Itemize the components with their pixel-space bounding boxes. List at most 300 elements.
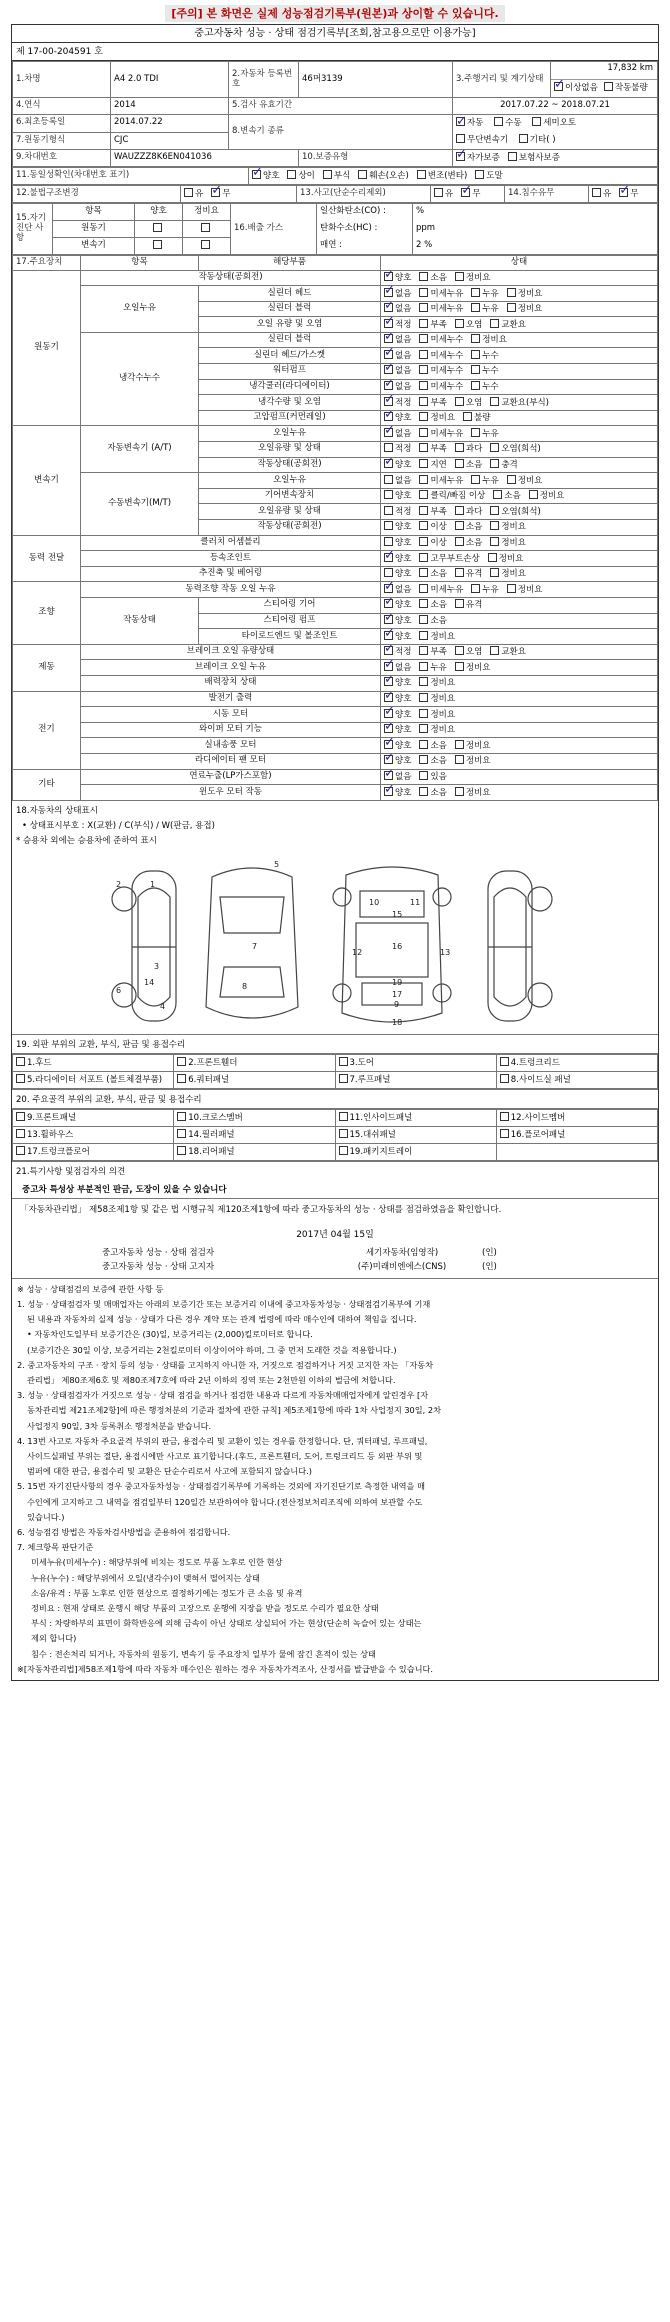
state-option: 양호 bbox=[395, 522, 412, 533]
checkbox-icon bbox=[592, 188, 601, 197]
state-option: 정비요 bbox=[517, 288, 543, 299]
inspection-state bbox=[381, 675, 658, 691]
reg-no-value: 46머3139 bbox=[299, 62, 453, 98]
checkbox-icon bbox=[384, 288, 393, 297]
inspection-subgroup: 수동변속기(M/T) bbox=[81, 473, 199, 535]
checkbox-icon bbox=[490, 537, 499, 546]
state-option: 고무부트손상 bbox=[430, 553, 480, 564]
inspector-row bbox=[12, 1244, 658, 1258]
emission-smoke-value: 2 % bbox=[413, 238, 658, 255]
diagram-part-number: 12 bbox=[352, 947, 363, 957]
warranty-options bbox=[453, 150, 658, 167]
state-option: 양호 bbox=[395, 709, 412, 720]
inspection-part: 연료누출(LP가스포함) bbox=[81, 769, 381, 785]
emission-label: 16.배출 가스 bbox=[231, 204, 317, 255]
car-outline-diagram bbox=[12, 857, 658, 1033]
inspection-state bbox=[381, 317, 658, 333]
note-line: (보증기간은 30일 이상, 보증거리는 2천킬로미터 이상이어야 하며, 그 중 먼저 도래한 것을 적용합니다.) bbox=[27, 1344, 397, 1355]
mileage-label: 3.주행거리 및 계기상태 bbox=[453, 62, 551, 98]
checkbox-icon bbox=[177, 1129, 186, 1138]
checkbox-icon bbox=[455, 755, 464, 764]
state-option: 정비요 bbox=[501, 522, 526, 533]
checkbox-icon bbox=[419, 365, 428, 374]
note-line: 6. 성능점검 방법은 자동차검사방법을 준용하여 점검합니다. bbox=[17, 1526, 231, 1537]
checkbox-icon bbox=[419, 740, 428, 749]
checkbox-icon bbox=[507, 584, 516, 593]
emission-co-value: % bbox=[413, 204, 658, 221]
inspection-state bbox=[381, 332, 658, 348]
checkbox-icon bbox=[419, 646, 428, 655]
state-option: 없음 bbox=[395, 288, 412, 299]
inspection-row bbox=[13, 270, 658, 286]
flood-opt-yes: 유 bbox=[603, 189, 612, 200]
checkbox-icon bbox=[419, 443, 428, 452]
checkbox-icon bbox=[153, 240, 162, 249]
checkbox-icon bbox=[339, 1074, 348, 1083]
checkbox-icon bbox=[16, 1112, 25, 1121]
state-option: 적정 bbox=[395, 397, 412, 408]
state-option: 정비요 bbox=[517, 475, 543, 486]
checkbox-icon bbox=[419, 615, 428, 624]
confirm-date: 2017년 04월 15일 bbox=[296, 1229, 374, 1240]
diagram-part-number: 15 bbox=[392, 909, 403, 919]
panel-item-label: 7.루프패널 bbox=[349, 1074, 391, 1085]
checkbox-icon bbox=[419, 537, 428, 546]
trans-opt-cvt: 무단변속기 bbox=[467, 135, 509, 145]
checkbox-icon bbox=[384, 709, 393, 718]
diagram-part-number: 18 bbox=[392, 1017, 403, 1027]
checkbox-icon bbox=[384, 537, 393, 546]
inspection-state bbox=[381, 457, 658, 473]
inspection-part: 기어변속장치 bbox=[199, 488, 381, 504]
valid-label: 5.검사 유효기간 bbox=[229, 98, 453, 115]
state-option: 소음 bbox=[465, 538, 483, 548]
accident-opt-yes: 유 bbox=[445, 189, 454, 200]
identity-table bbox=[12, 167, 658, 185]
warranty-opt-insurer: 보험사보증 bbox=[518, 153, 560, 164]
inspection-part: 오일누유 bbox=[199, 473, 381, 489]
inspection-state bbox=[381, 442, 658, 458]
checkbox-icon bbox=[384, 740, 393, 749]
diagram-part-number: 17 bbox=[392, 989, 403, 999]
checkbox-icon bbox=[456, 134, 465, 143]
inspection-group: 조향 bbox=[13, 582, 81, 644]
valid-value: 2017.07.22 ~ 2018.07.21 bbox=[453, 98, 658, 115]
inspection-part: 타이로드엔드 및 볼조인트 bbox=[199, 629, 381, 645]
panel-item-label: 18.리어패널 bbox=[188, 1146, 235, 1157]
state-option: 없음 bbox=[395, 662, 412, 673]
trans-opt-etc: 기타( ) bbox=[529, 135, 556, 145]
checkbox-icon bbox=[490, 506, 499, 515]
note-line: 제외 합니다) bbox=[31, 1633, 77, 1644]
checkbox-icon bbox=[455, 740, 464, 749]
checkbox-icon bbox=[384, 443, 393, 452]
panel-item-label: 9.프론트패널 bbox=[27, 1112, 77, 1123]
state-option: 오염(희석) bbox=[501, 444, 541, 455]
state-option: 오염 bbox=[465, 319, 483, 330]
engine-label: 7.원동기형식 bbox=[13, 132, 111, 150]
diag-header-good: 양호 bbox=[135, 204, 183, 221]
inspection-row bbox=[13, 597, 658, 613]
diagram-part-number: 9 bbox=[394, 999, 400, 1009]
checkbox-icon bbox=[184, 188, 193, 197]
checkbox-icon bbox=[419, 662, 428, 671]
warranty-notes bbox=[12, 1279, 658, 1680]
warranty-opt-self: 자가보증 bbox=[467, 153, 500, 164]
checkbox-icon bbox=[455, 319, 464, 328]
inspection-part: 실린더 헤드/가스켓 bbox=[199, 348, 381, 364]
note-line: ※[자동차관리법]제58조제1항에 따라 자동차 매수인은 원하는 경우 자동차가격조사, 산정서를 발급받을 수 있습니다. bbox=[17, 1663, 434, 1674]
emission-smoke-label: 매연 : bbox=[317, 238, 413, 255]
inspection-row bbox=[13, 769, 658, 785]
state-option: 없음 bbox=[395, 382, 412, 393]
state-option: 양호 bbox=[395, 787, 412, 798]
mileage-value: 17,832 km bbox=[551, 62, 657, 80]
checkbox-icon bbox=[358, 170, 367, 179]
diagram-part-number: 3 bbox=[154, 961, 160, 971]
checkbox-icon bbox=[507, 475, 516, 484]
inspector-name: 세기자동차(임영작) bbox=[365, 1247, 439, 1258]
panel-item bbox=[335, 1109, 496, 1126]
record-sheet bbox=[11, 24, 659, 1681]
state-option: 양호 bbox=[395, 553, 412, 564]
inspection-part: 발전기 출력 bbox=[81, 691, 381, 707]
inspection-part: 시동 모터 bbox=[81, 707, 381, 723]
note-line: 동차관리법 제21조제2항]에 따른 행정처분의 기준과 절차에 관한 규칙] 제5조제1항에 따라 1차 사업정지 30일, 2차 bbox=[27, 1405, 441, 1416]
checkbox-icon bbox=[475, 170, 484, 179]
checkbox-icon bbox=[493, 490, 502, 499]
state-option: 정비요 bbox=[501, 538, 526, 548]
diag-item-trans: 변속기 bbox=[53, 238, 135, 255]
inspection-part: 실린더 블럭 bbox=[199, 332, 381, 348]
checkbox-icon bbox=[494, 117, 503, 126]
inspection-row bbox=[13, 473, 658, 489]
state-option: 정비요 bbox=[465, 787, 491, 798]
identity-options bbox=[249, 168, 658, 185]
diag-engine-good bbox=[135, 221, 183, 238]
checkbox-icon bbox=[384, 615, 393, 624]
state-option: 소음 bbox=[465, 522, 483, 533]
inspection-subgroup: 자동변속기 (A/T) bbox=[81, 426, 199, 473]
document-number: 제 17-00-204591 호 bbox=[12, 43, 658, 61]
state-option: 유격 bbox=[465, 600, 483, 611]
state-option: 양호 bbox=[395, 615, 412, 626]
state-option: 교환요 bbox=[501, 319, 526, 330]
checkbox-icon bbox=[323, 170, 332, 179]
frame-parts-table bbox=[12, 1109, 658, 1161]
note-line: 부식 : 차량하부의 표면이 화학반응에 의해 금속이 아닌 상태로 상실되어 가는 현상(단순히 녹슬어 있는 상태는 bbox=[31, 1618, 422, 1629]
inspection-row bbox=[13, 660, 658, 676]
checkbox-icon bbox=[339, 1129, 348, 1138]
checkbox-icon bbox=[490, 568, 499, 577]
state-option: 정비요 bbox=[430, 413, 456, 424]
inspection-group: 원동기 bbox=[13, 270, 81, 426]
diag-label: 15.자기 진단 사항 bbox=[13, 204, 53, 255]
note-line: 정비요 : 현재 상태로 운행시 해당 부품의 고장으로 운행에 지장을 받을 정도로 수리가 필요한 상태 bbox=[31, 1602, 379, 1613]
inspection-state bbox=[381, 629, 658, 645]
state-option: 누수 bbox=[482, 366, 499, 377]
checkbox-icon bbox=[384, 303, 393, 312]
checkbox-icon bbox=[384, 693, 393, 702]
note-line: 사업정지 90일, 3차 등록취소 행정처분을 받습니다. bbox=[27, 1420, 212, 1431]
state-option: 정비요 bbox=[430, 693, 456, 704]
inspection-state bbox=[381, 301, 658, 317]
panel-item bbox=[496, 1054, 657, 1071]
checkbox-icon bbox=[384, 787, 393, 796]
diagram-part-number: 19 bbox=[392, 977, 403, 987]
note-line: 수인에게 고지하고 그 내역을 점검일부터 120일간 보관하여야 합니다.(전산정보처리조직에 의하여 보관할 수도 bbox=[27, 1496, 423, 1507]
trans-opt-semi: 세미오토 bbox=[543, 118, 577, 128]
panel-item bbox=[174, 1143, 335, 1160]
checkbox-icon bbox=[419, 599, 428, 608]
inspection-part: 추진축 및 베어링 bbox=[81, 566, 381, 582]
notifier-name: (주)미래비엔에스(CNS) bbox=[357, 1261, 447, 1272]
state-option: 이상 bbox=[430, 538, 447, 548]
checkbox-icon bbox=[490, 319, 499, 328]
notifier-row bbox=[12, 1258, 658, 1278]
state-option: 소음 bbox=[430, 787, 447, 798]
panel-item bbox=[496, 1071, 657, 1088]
accident-label: 13.사고(단순수리제외) bbox=[297, 186, 431, 203]
mileage-opt-normal: 이상없음 bbox=[565, 83, 598, 93]
state-option: 양호 bbox=[395, 569, 412, 580]
checkbox-icon bbox=[471, 365, 480, 374]
inspection-state bbox=[381, 691, 658, 707]
trans-options bbox=[453, 115, 658, 150]
note-line: 침수 : 전손처리 되거나, 자동차의 원동기, 변속기 등 주요장치 일부가 물에 잠긴 흔적이 있는 상태 bbox=[31, 1648, 376, 1659]
first-reg-label: 6.최초등록일 bbox=[13, 115, 111, 133]
inspection-subgroup: 오일누유 bbox=[81, 286, 199, 333]
checkbox-icon bbox=[384, 381, 393, 390]
panel-item-label: 8.사이드실 패널 bbox=[510, 1074, 571, 1085]
state-option: 미세누유 bbox=[430, 475, 464, 486]
diagram-part-number: 2 bbox=[116, 879, 122, 889]
state-option: 양호 bbox=[395, 538, 412, 548]
checkbox-icon bbox=[384, 350, 393, 359]
checkbox-icon bbox=[419, 631, 428, 640]
car-side-left bbox=[112, 871, 176, 1021]
state-option: 오염(희석) bbox=[501, 506, 541, 517]
identity-option: 훼손(오손) bbox=[369, 171, 409, 182]
checkbox-icon bbox=[419, 771, 428, 780]
checkbox-icon bbox=[455, 568, 464, 577]
checkbox-icon bbox=[384, 662, 393, 671]
inspection-part: 실린더 헤드 bbox=[199, 286, 381, 302]
state-option: 미세누유 bbox=[430, 288, 464, 299]
state-option: 부족 bbox=[430, 506, 447, 517]
inspection-part: 냉각수량 및 오염 bbox=[199, 395, 381, 411]
state-option: 소음 bbox=[430, 756, 447, 767]
notifier-seal: (인) bbox=[482, 1261, 497, 1272]
state-option: 소음 bbox=[430, 600, 447, 611]
accident-options bbox=[431, 186, 505, 203]
state-option: 정비요 bbox=[501, 569, 526, 580]
diagram-part-number: 14 bbox=[144, 977, 155, 987]
note-line: 2. 중고자동차의 구조 · 장치 등의 성능 · 상태를 고지하지 아니한 자, 거짓으로 점검하거나 거짓 고지한 자는 「자동차 bbox=[17, 1359, 434, 1370]
panel-item-label: 11.인사이드패널 bbox=[349, 1112, 413, 1123]
inspection-state bbox=[381, 395, 658, 411]
checkbox-icon bbox=[419, 755, 428, 764]
inspection-part: 와이퍼 모터 기능 bbox=[81, 722, 381, 738]
state-option: 양호 bbox=[395, 460, 412, 471]
checkbox-icon bbox=[384, 334, 393, 343]
checkbox-icon bbox=[177, 1146, 186, 1155]
checkbox-icon bbox=[419, 334, 428, 343]
inspection-part: 오일유량 및 상태 bbox=[199, 504, 381, 520]
inspection-row bbox=[13, 535, 658, 551]
state-option: 정비요 bbox=[539, 491, 565, 502]
panel-item-label: 15.대쉬패널 bbox=[349, 1129, 396, 1140]
checkbox-icon bbox=[488, 553, 497, 562]
engine-value: CJC bbox=[111, 132, 229, 150]
inspection-part: 클러치 어셈블리 bbox=[81, 535, 381, 551]
panel-item bbox=[335, 1143, 496, 1160]
inspection-row bbox=[13, 707, 658, 723]
inspection-part: 작동상태(공회전) bbox=[81, 270, 381, 286]
panel-item-label: 5.라디에이터 서포트 (볼트체결부품) bbox=[27, 1074, 163, 1085]
checkbox-icon bbox=[419, 506, 428, 515]
inspection-row bbox=[13, 551, 658, 567]
checkbox-icon bbox=[490, 646, 499, 655]
inspection-row bbox=[13, 332, 658, 348]
checkbox-icon bbox=[201, 223, 210, 232]
checkbox-icon bbox=[455, 599, 464, 608]
trans-opt-auto: 자동 bbox=[467, 118, 484, 128]
inspection-part: 오일유량 및 상태 bbox=[199, 442, 381, 458]
state-option: 미세누유 bbox=[430, 304, 464, 315]
inspection-state bbox=[381, 270, 658, 286]
diag-trans-repair bbox=[183, 238, 231, 255]
opinion-text: 중고차 특성상 부분적인 판금, 도장이 있을 수 있습니다 bbox=[12, 1180, 658, 1199]
panel-item bbox=[13, 1143, 174, 1160]
state-option: 양호 bbox=[395, 725, 412, 736]
state-option: 누유 bbox=[482, 475, 499, 486]
checkbox-icon bbox=[508, 152, 517, 161]
inspection-part: 오일누유 bbox=[199, 426, 381, 442]
inspection-state bbox=[381, 364, 658, 380]
checkbox-icon bbox=[419, 584, 428, 593]
checkbox-icon bbox=[384, 631, 393, 640]
state-option: 불량 bbox=[474, 413, 491, 424]
checkbox-icon bbox=[384, 428, 393, 437]
state-option: 정비요 bbox=[498, 553, 524, 564]
panel-item bbox=[13, 1109, 174, 1126]
inspection-part: 배력장치 상태 bbox=[81, 675, 381, 691]
panel-item bbox=[174, 1126, 335, 1143]
inspection-row bbox=[13, 426, 658, 442]
inspection-row bbox=[13, 644, 658, 660]
inspector-label: 중고자동차 성능 · 상태 점검자 bbox=[102, 1247, 215, 1258]
state-option: 적정 bbox=[395, 647, 412, 658]
checkbox-icon bbox=[604, 82, 613, 91]
state-option: 부족 bbox=[430, 397, 447, 408]
inspection-state bbox=[381, 613, 658, 629]
state-option: 누유 bbox=[482, 304, 499, 315]
diagram-part-number: 16 bbox=[392, 941, 403, 951]
car-side-right bbox=[488, 871, 552, 1021]
checkbox-icon bbox=[384, 646, 393, 655]
checkbox-icon bbox=[471, 475, 480, 484]
state-option: 누유 bbox=[482, 584, 499, 595]
panel-item-label: 3.도어 bbox=[349, 1057, 375, 1068]
state-option: 양호 bbox=[395, 756, 412, 767]
panel-item-label: 14.필러패널 bbox=[188, 1129, 235, 1140]
note-line: 소음/유격 : 부품 노후로 인한 현상으로 결정하기에는 정도가 큰 소음 및 유격 bbox=[31, 1587, 303, 1598]
checkbox-icon bbox=[500, 1112, 509, 1121]
inspection-row bbox=[13, 738, 658, 754]
note-line: 7. 체크항목 판단기준 bbox=[17, 1542, 94, 1553]
inspection-state bbox=[381, 566, 658, 582]
illegal-mod-options bbox=[181, 186, 297, 203]
checkbox-icon bbox=[419, 490, 428, 499]
checkbox-icon bbox=[455, 662, 464, 671]
panel-item bbox=[335, 1126, 496, 1143]
notice-banner bbox=[0, 0, 670, 24]
inspection-state bbox=[381, 379, 658, 395]
inspection-group: 변속기 bbox=[13, 426, 81, 535]
state-option: 소음 bbox=[430, 272, 447, 283]
main-header-part: 해당부품 bbox=[199, 256, 381, 271]
note-line: 5. 15번 자기진단사항의 경우 중고자동차성능 · 상태점검기록부에 기록하는 것외에 자기진단기로 측정한 내역을 매 bbox=[17, 1481, 425, 1492]
state-option: 누수 bbox=[482, 350, 499, 361]
state-option: 적정 bbox=[395, 319, 412, 330]
checkbox-icon bbox=[339, 1112, 348, 1121]
state-option: 없음 bbox=[395, 350, 412, 361]
state-option: 정비요 bbox=[465, 662, 491, 673]
note-line: 있습니다.) bbox=[27, 1511, 65, 1522]
diagram-part-number: 7 bbox=[252, 941, 258, 951]
state-option: 없음 bbox=[395, 304, 412, 315]
state-option: 누유 bbox=[430, 662, 447, 673]
note-line: 3. 성능 · 상태점검자가 거짓으로 성능 · 상태 점검을 하거나 점검한 내용과 다르게 자동차매매업자에게 알린경우 [자 bbox=[17, 1390, 429, 1401]
inspection-row bbox=[13, 675, 658, 691]
checkbox-icon bbox=[419, 693, 428, 702]
inspection-row bbox=[13, 785, 658, 801]
checkbox-icon bbox=[419, 288, 428, 297]
panel-item-label: 6.쿼터패널 bbox=[188, 1074, 230, 1085]
main-header-device: 17.주요장치 bbox=[13, 256, 81, 271]
emission-hc-label: 탄화수소(HC) : bbox=[317, 221, 413, 238]
inspection-state bbox=[381, 348, 658, 364]
state-option: 없음 bbox=[395, 584, 412, 595]
checkbox-icon bbox=[252, 170, 261, 179]
state-option: 양호 bbox=[395, 740, 412, 751]
checkbox-icon bbox=[384, 771, 393, 780]
frame-title: 20. 주요골격 부위의 교환, 부식, 판금 및 용접수리 bbox=[12, 1089, 658, 1109]
panel-item bbox=[13, 1126, 174, 1143]
inspection-part: 브레이크 오일 누유 bbox=[81, 660, 381, 676]
checkbox-icon bbox=[384, 755, 393, 764]
state-option: 없음 bbox=[395, 335, 412, 346]
note-line: 관리법」 제80조제6호 및 제80조제7호에 따라 2년 이하의 징역 또는 2천만원 이하의 벌금에 처합니다. bbox=[27, 1374, 396, 1385]
checkbox-icon bbox=[384, 568, 393, 577]
checkbox-icon bbox=[455, 443, 464, 452]
checkbox-icon bbox=[455, 272, 464, 281]
inspection-part: 실내송풍 모터 bbox=[81, 738, 381, 754]
illegal-opt-no: 무 bbox=[222, 189, 231, 200]
state-option: 없음 bbox=[395, 771, 412, 782]
inspection-state bbox=[381, 488, 658, 504]
panel-item bbox=[496, 1126, 657, 1143]
checkbox-icon bbox=[419, 709, 428, 718]
state-option: 미세누수 bbox=[430, 335, 464, 346]
inspector-seal: (인) bbox=[482, 1247, 497, 1258]
inspection-part: 스티어링 기어 bbox=[199, 597, 381, 613]
diagram-part-number: 4 bbox=[160, 1001, 166, 1011]
state-option: 충격 bbox=[501, 460, 518, 471]
checkbox-icon bbox=[384, 553, 393, 562]
checkbox-icon bbox=[419, 475, 428, 484]
